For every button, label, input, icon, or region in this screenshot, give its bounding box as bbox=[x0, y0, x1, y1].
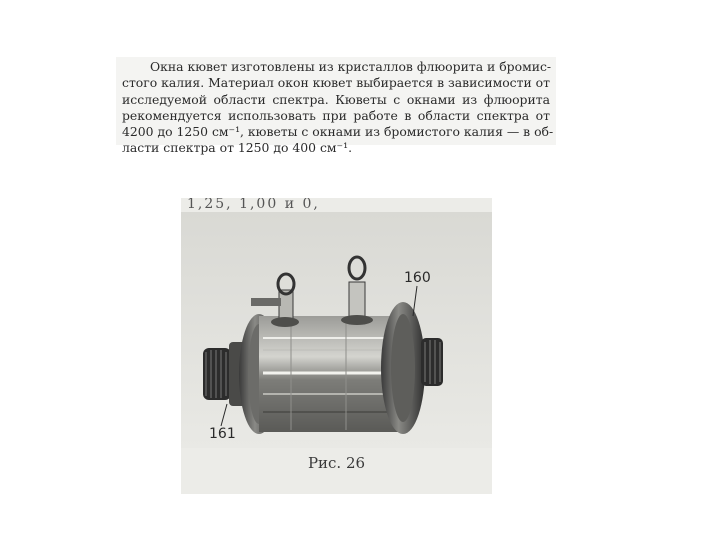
paragraph-line: исследуемой области спектра. Кюветы с окнами из флюорита bbox=[122, 91, 550, 107]
cuvette-illustration bbox=[181, 198, 492, 494]
paragraph-line: Окна кювет изготовлены из кристаллов флюорита и бромис- bbox=[150, 59, 552, 74]
cut-text-line: 1,25, 1,00 и 0, bbox=[187, 198, 320, 212]
paragraph-line: рекомендуется использовать при работе в области спектра от bbox=[122, 107, 550, 123]
label-160: 160 bbox=[404, 270, 431, 286]
paragraph-line: стого калия. Материал окон кювет выбирается в зависимости от bbox=[122, 75, 550, 91]
figure-photo bbox=[181, 198, 492, 494]
figure-caption: Рис. 26 bbox=[307, 454, 366, 472]
paragraph-line: ласти спектра от 1250 до 400 см⁻¹. bbox=[122, 140, 353, 156]
paragraph-line: 4200 до 1250 см⁻¹, кюветы с окнами из бромистого калия — в об- bbox=[122, 124, 554, 140]
scanned-paragraph bbox=[116, 57, 556, 156]
right-knob bbox=[421, 338, 443, 386]
label-161: 161 bbox=[209, 426, 236, 442]
